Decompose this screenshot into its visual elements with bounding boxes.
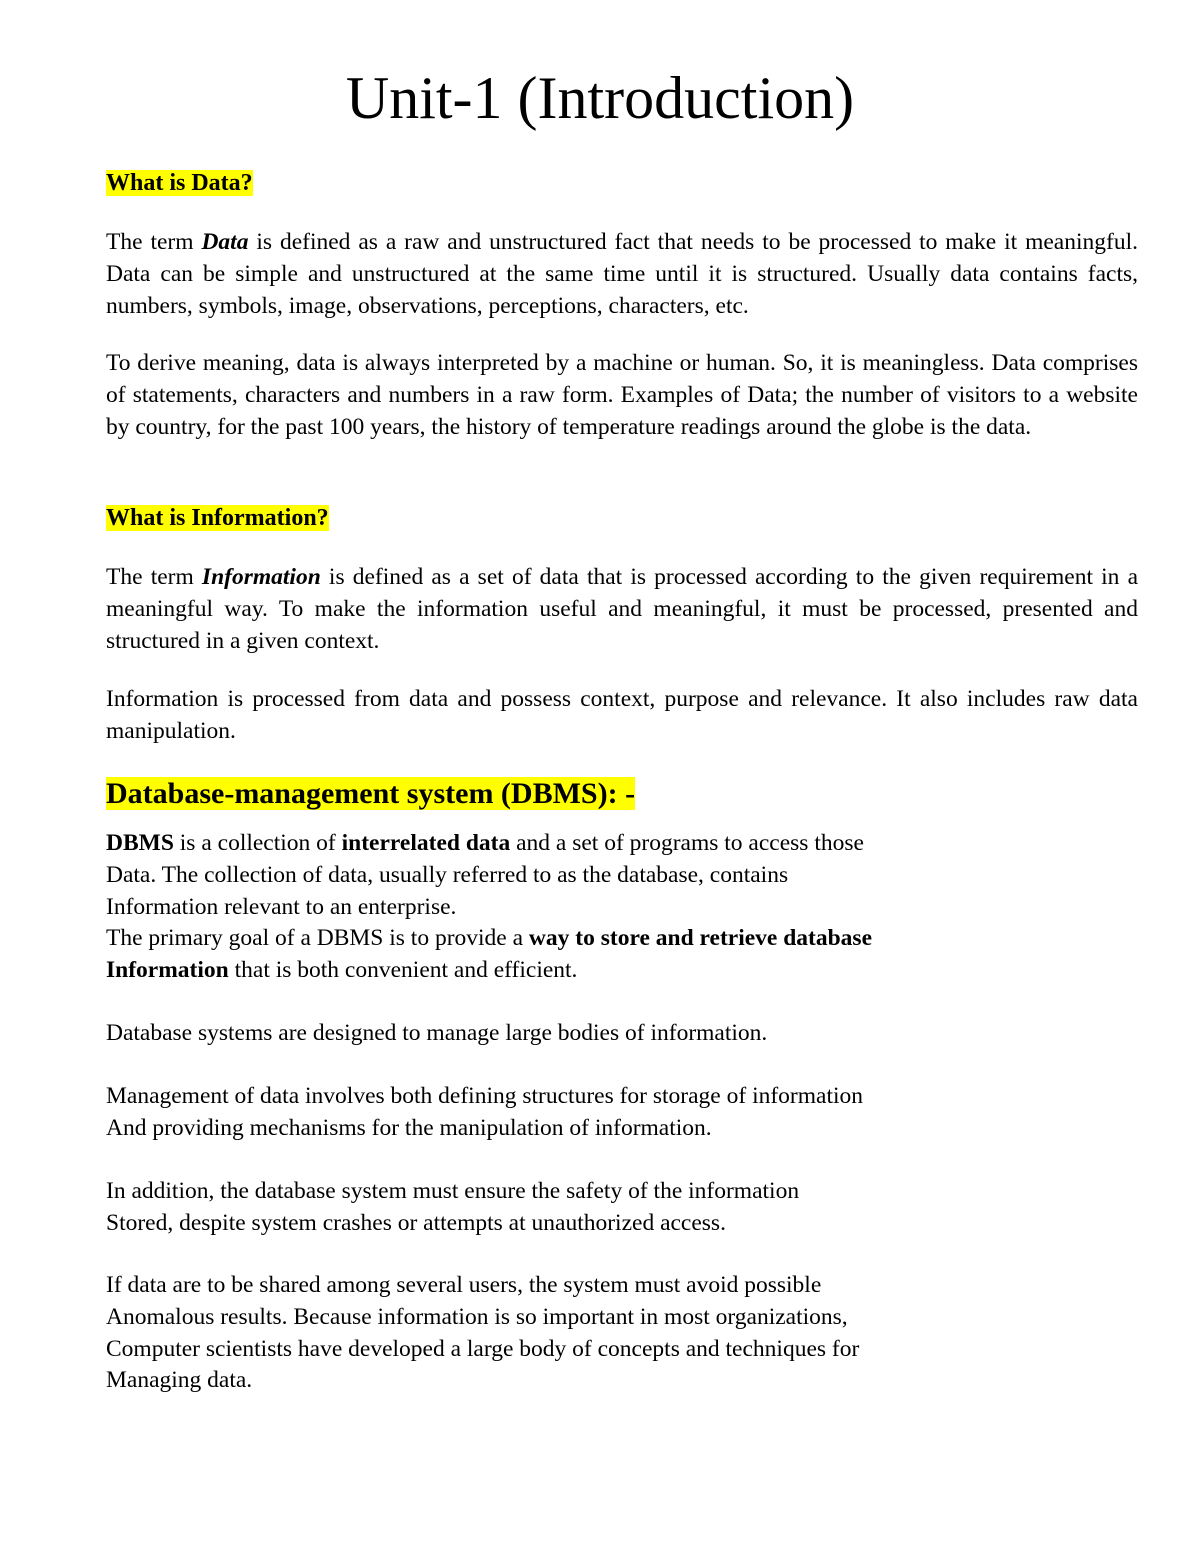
- heading-what-is-information: [106, 503, 329, 533]
- dbms-line-5-text: that is both convenient and efficient.: [228, 957, 578, 984]
- information-definition-rest: is defined as a set of data that is processed according to the given requirement in a meaningful way. To make the information useful and meaningful, it must be processed, presented and structured in a given context.: [106, 564, 1138, 654]
- information-bold: Information: [106, 957, 229, 984]
- safety-paragraph: [106, 1176, 1106, 1240]
- heading-dbms-text: Database-management system (DBMS): -: [106, 777, 636, 810]
- dbms-purpose-line: Database systems are designed to manage large bodies of information.: [106, 1020, 768, 1046]
- information-processed-paragraph: Information is processed from data and possess context, purpose and relevance. It also includes raw data manipulation.: [106, 686, 1138, 744]
- dbms-line-1-text-b: and a set of programs to access those: [510, 830, 864, 856]
- dbms-line-1-text-a: is a collection of: [173, 830, 342, 856]
- data-definition-paragraph: [106, 227, 1138, 322]
- dbms-line-5: [106, 955, 1106, 987]
- data-management-paragraph: [106, 1081, 1106, 1145]
- information-term: Information: [201, 564, 321, 590]
- data-management-line-1: Management of data involves both defining structures for storage of information: [106, 1083, 864, 1109]
- dbms-definition-paragraph: [106, 828, 1106, 987]
- dbms-line-4-text: The primary goal of a DBMS is to provide a: [106, 925, 529, 952]
- shared-data-line-1: If data are to be shared among several users, the system must avoid possible: [106, 1272, 822, 1298]
- dbms-purpose-paragraph: [106, 1018, 1106, 1050]
- dbms-line-3: Information relevant to an enterprise.: [106, 893, 457, 920]
- data-definition-prefix: The term: [106, 229, 202, 255]
- page-title: Unit-1 (Introduction): [345, 65, 855, 131]
- data-management-line-2: And providing mechanisms for the manipulation of information.: [106, 1114, 712, 1141]
- safety-line-1: In addition, the database system must ensure the safety of the information: [106, 1178, 800, 1204]
- shared-data-line-2: Anomalous results. Because information is so important in most organizations,: [106, 1303, 848, 1330]
- dbms-line-2: Data. The collection of data, usually referred to as the database, contains: [106, 861, 789, 888]
- information-definition-paragraph: [106, 562, 1138, 657]
- data-definition-rest: is defined as a raw and unstructured fact that needs to be processed to make it meaningful. Data can be simple and unstructured at the same time until it is structured. Usually data contains facts, numbers, symbols, image, observations, perceptions, characters, etc.: [106, 229, 1138, 319]
- safety-line-2: Stored, despite system crashes or attempts at unauthorized access.: [106, 1209, 726, 1236]
- shared-data-paragraph: [106, 1270, 1106, 1397]
- heading-what-is-data: [106, 168, 253, 198]
- heading-what-is-data-text: What is Data?: [106, 170, 253, 196]
- heading-what-is-information-text: What is Information?: [106, 505, 329, 531]
- shared-data-line-3: Computer scientists have developed a large body of concepts and techniques for: [106, 1335, 860, 1362]
- dbms-bold-term: DBMS: [106, 830, 174, 856]
- store-retrieve-bold: way to store and retrieve database: [528, 925, 873, 952]
- data-term: Data: [201, 229, 249, 255]
- information-definition-prefix: The term: [106, 564, 202, 590]
- interrelated-data-bold: interrelated data: [341, 830, 511, 856]
- heading-dbms: [106, 776, 635, 812]
- dbms-line-1: [106, 828, 1106, 860]
- dbms-line-4: [106, 923, 1106, 955]
- data-meaning-paragraph: To derive meaning, data is always interpreted by a machine or human. So, it is meaningless. Data comprises of statements, characters and numbers in a raw form. Examples of Data; the number of visitors to a website by country, for the past 100 years, the history of temperature readings around the globe is the data.: [106, 350, 1138, 440]
- shared-data-line-4: Managing data.: [106, 1367, 253, 1394]
